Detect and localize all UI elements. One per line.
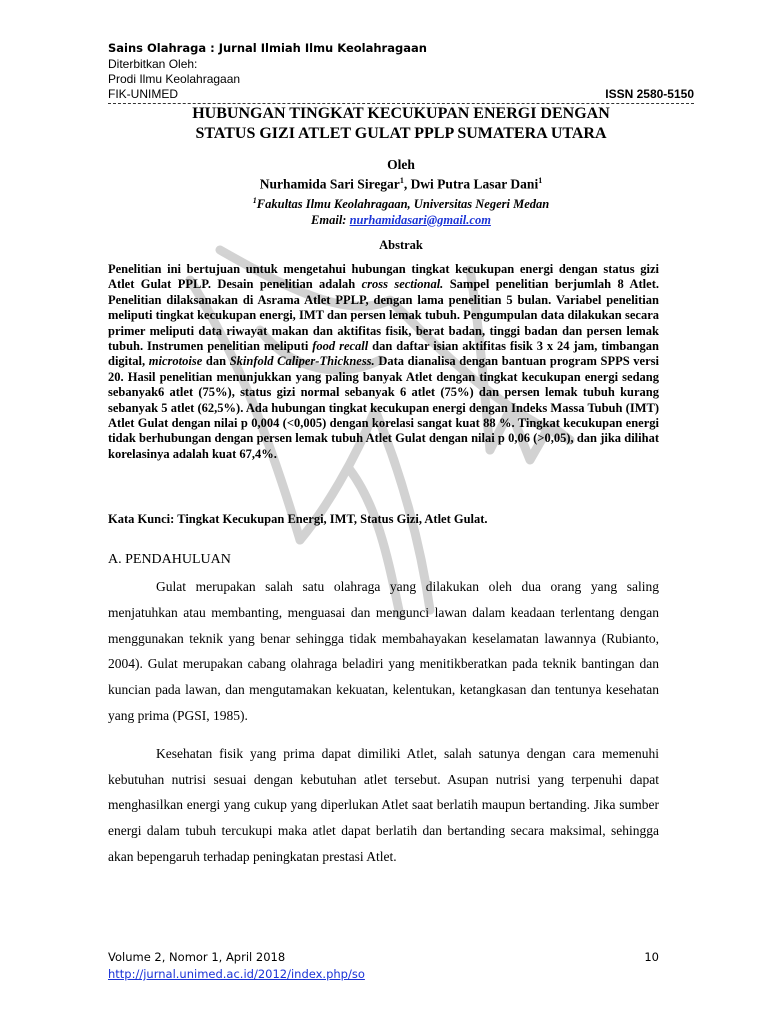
abstract-text-1: Penelitian ini bertujuan untuk mengetahui hubungan tingkat kecukupan energi dengan status gizi Atlet Gulat PPLP. Desain penelitian adalah [108, 262, 659, 292]
page-footer [108, 949, 659, 983]
paragraph-1: Gulat merupakan salah satu olahraga yang dilakukan oleh dua orang yang saling menjatuhkan atau membanting, menguasai dan mengunci lawan dalam keadaan terlentang dengan menggunakan teknik yang benar sehingga tidak membahayakan keselamatan lawannya (Rubianto, 2004). Gulat merupakan cabang olahraga beladiri yang menitikberatkan pada teknik bantingan dan kuncian pada lawan, dan mengutamakan kekuatan, kelentukan, ketangkasan dan tentunya kesehatan yang prima (PGSI, 1985). [108, 579, 659, 723]
title-line-1: HUBUNGAN TINGKAT KECUKUPAN ENERGI DENGAN [192, 105, 610, 122]
keywords: Kata Kunci: Tingkat Kecukupan Energi, IMT, Status Gizi, Atlet Gulat. [108, 512, 488, 526]
journal-name: Sains Olahraga : Jurnal Ilmiah Ilmu Keolahragaan [108, 41, 427, 55]
paper-title [108, 104, 694, 144]
abstract-body [108, 262, 659, 462]
abstract-text-5: Data dianalisa dengan bantuan program SPPS versi 20. Hasil penelitian menunjukkan yang paling banyak Atlet dengan tingkat kecukupan energi sedang sebanyak6 atlet (75%), status gizi normal sebanyak 6 atlet (75%) dan persen lemak tubuh kurang sebanyak 5 atlet (62,5%). Ada hubungan tingkat kecukupan energi dengan Indeks Massa Tubuh (IMT) Atlet Gulat dengan nilai p 0,004 (<0,005) dengan korelasi sangat kuat 88 %. Tingkat kecukupan energi tidak berhubungan dengan persen lemak tubuh Atlet Gulat dengan nilai p 0,06 (>0,05), dan jika dilihat korelasinya adalah kuat 67,4%. [108, 354, 659, 461]
author-2: Dwi Putra Lasar Dani [410, 176, 539, 192]
faculty-name: FIK-UNIMED [108, 87, 178, 101]
authors [108, 173, 694, 193]
abstract-italic-3: microtoise [148, 354, 203, 369]
volume-info: Volume 2, Nomor 1, April 2018 [108, 950, 286, 964]
journal-header [108, 40, 694, 104]
affiliation [108, 193, 694, 212]
program-name: Prodi Ilmu Keolahragaan [108, 72, 241, 86]
affiliation-text: Fakultas Ilmu Keolahragaan, Universitas Negeri Medan [256, 196, 550, 211]
abstract-italic-1: cross sectional. [361, 277, 444, 292]
journal-url-link[interactable]: http://jurnal.unimed.ac.id/2012/index.php/so [108, 967, 365, 981]
published-by: Diterbitkan Oleh: [108, 57, 198, 71]
abstract-heading: Abstrak [379, 238, 423, 252]
oleh-label: Oleh [387, 157, 415, 172]
footer-row [108, 949, 659, 966]
email-label: Email: [311, 212, 350, 227]
page-number: 10 [644, 950, 659, 964]
title-line-2: STATUS GIZI ATLET GULAT PPLP SUMATERA UTARA [195, 125, 607, 142]
abstract-text-4: dan [202, 354, 230, 369]
abstract-italic-2: food recall [312, 339, 369, 354]
header-row [108, 87, 694, 102]
email-link[interactable]: nurhamidasari@gmail.com [349, 212, 491, 227]
section-body [108, 574, 659, 882]
author-separator: , [403, 176, 411, 192]
author-1: Nurhamida Sari Siregar [259, 176, 400, 192]
paragraph-2: Kesehatan fisik yang prima dapat dimiliki Atlet, salah satunya dengan cara memenuhi kebutuhan nutrisi sesuai dengan kebutuhan atlet tersebut. Asupan nutrisi yang terpenuhi dapat menghasilkan energi yang cukup yang diperlukan Atlet saat berlatih maupun bertanding. Jika sumber energi dalam tubuh tercukupi maka atlet dapat berlatih dan bertanding secara maksimal, sehingga akan bepengaruh terhadap peningkatan prestasi Atlet. [108, 745, 659, 864]
byline [108, 157, 694, 228]
author-2-sup: 1 [538, 176, 543, 185]
email-line [108, 212, 694, 228]
abstract-text-3: dan daftar isian aktifitas fisik 3 x 24 jam, timbangan digital, [108, 339, 659, 369]
affiliation-sup: 1 [252, 195, 257, 205]
abstract-italic-4: Skinfold Caliper-Thickness. [229, 354, 375, 369]
abstract-text-2: Sampel penelitian berjumlah 8 Atlet. Penelitian dilaksanakan di Asrama Atlet PPLP, dengan lama penelitian 5 bulan. Variabel penelitian meliputi tingkat kecukupan energi, IMT dan persen lemak tubuh. Pengumpulan data dilakukan secara primer meliputi data riwayat makan dan aktifitas fisik, berat badan, tinggi badan dan persen lemak tubuh. Instrumen penelitian meliputi [108, 277, 659, 354]
author-1-sup: 1 [399, 176, 404, 185]
section-heading: A. PENDAHULUAN [108, 552, 231, 567]
issn: ISSN 2580-5150 [605, 87, 694, 101]
